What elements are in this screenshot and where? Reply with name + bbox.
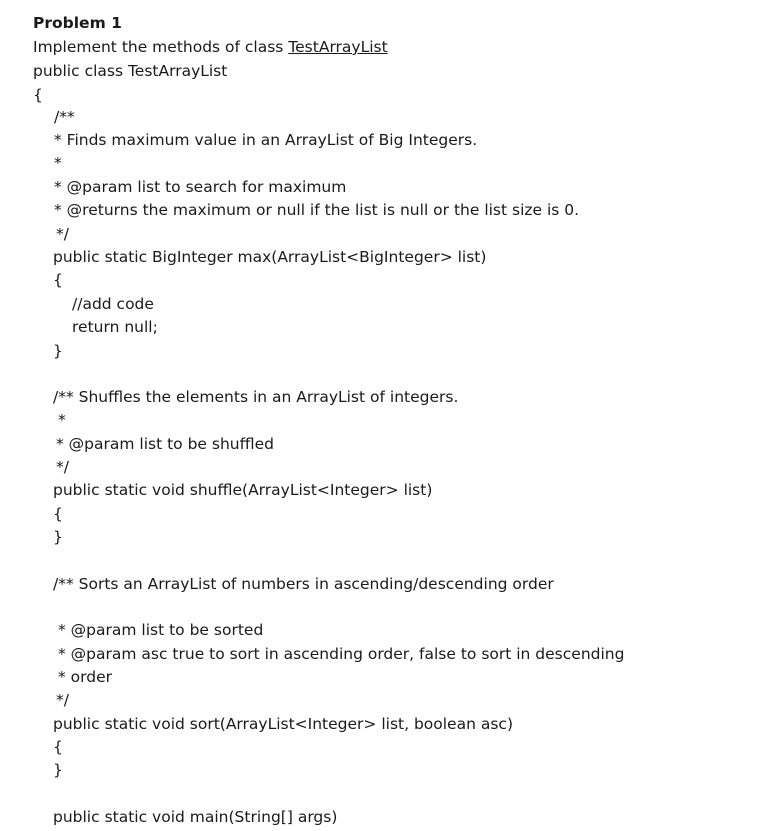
shuffle-comment-line: */ [56, 458, 69, 476]
max-open-brace: { [53, 271, 63, 289]
sort-comment-line: * order [58, 668, 113, 686]
main-signature: public static void main(String[] args) [53, 808, 338, 826]
max-comment-line: /** [54, 108, 75, 126]
max-comment-line: * [54, 154, 62, 172]
sort-open-brace: { [53, 738, 63, 756]
shuffle-signature: public static void shuffle(ArrayList<Integer> list) [53, 481, 433, 499]
sort-comment-line: /** Sorts an ArrayList of numbers in ascending/descending order [53, 575, 554, 593]
class-declaration: public class TestArrayList [33, 62, 228, 80]
shuffle-open-brace: { [53, 505, 63, 523]
class-name-link: TestArrayList [288, 38, 388, 56]
sort-comment-line: * @param asc true to sort in ascending order, false to sort in descending [58, 645, 625, 663]
intro-text: Implement the methods of class [33, 38, 289, 56]
sort-comment-line: * @param list to be sorted [58, 621, 264, 639]
max-body-line: return null; [72, 318, 158, 336]
max-comment-line: */ [56, 225, 69, 243]
sort-close-brace: } [53, 761, 63, 779]
max-body-line: //add code [72, 295, 154, 313]
problem-title: Problem 1 [33, 14, 122, 32]
max-signature: public static BigInteger max(ArrayList<BigInteger> list) [53, 248, 487, 266]
sort-comment-line: */ [56, 691, 69, 709]
max-comment-line: * @returns the maximum or null if the list is null or the list size is 0. [54, 201, 580, 219]
shuffle-close-brace: } [53, 528, 63, 546]
max-comment-line: * Finds maximum value in an ArrayList of Big Integers. [54, 131, 478, 149]
max-close-brace: } [53, 342, 63, 360]
class-open-brace: { [33, 86, 43, 104]
intro-line [33, 37, 388, 57]
shuffle-comment-line: /** Shuffles the elements in an ArrayList of integers. [53, 388, 459, 406]
shuffle-comment-line: * [58, 411, 66, 429]
max-comment-line: * @param list to search for maximum [54, 178, 347, 196]
sort-signature: public static void sort(ArrayList<Integer> list, boolean asc) [53, 715, 513, 733]
shuffle-comment-line: * @param list to be shuffled [56, 435, 274, 453]
